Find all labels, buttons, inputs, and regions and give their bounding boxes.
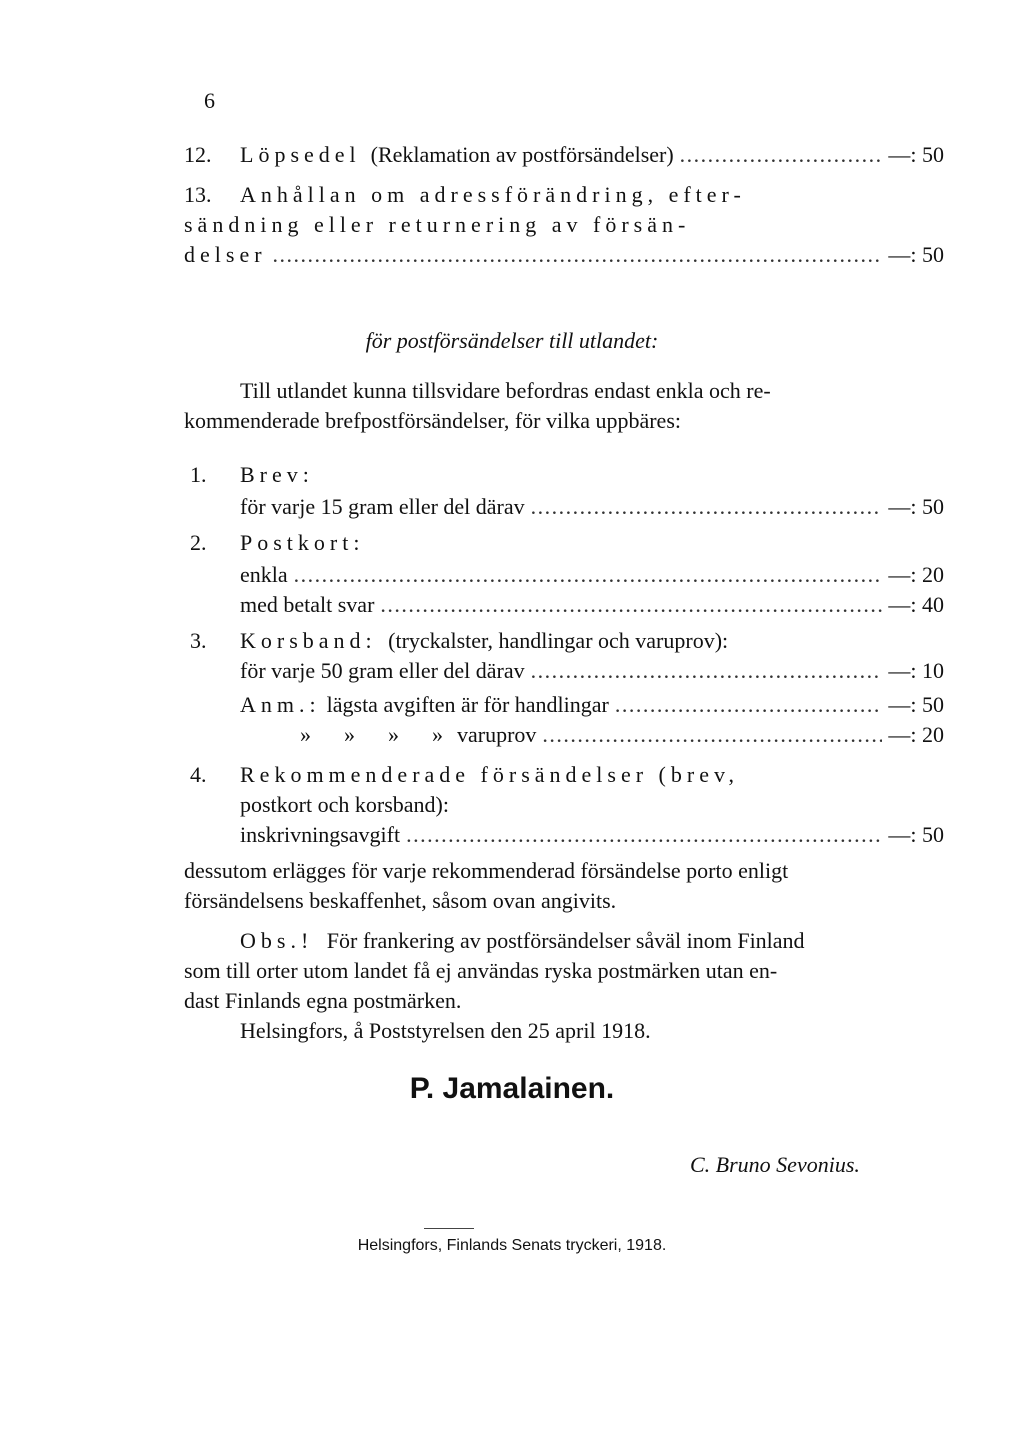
anm-label: Anm.: bbox=[240, 692, 321, 717]
dot-leader bbox=[380, 592, 882, 618]
obs-line3: dast Finlands egna postmärken. bbox=[184, 988, 462, 1013]
rate-label: varuprov bbox=[457, 722, 537, 747]
ditto-marks: » » » » bbox=[300, 722, 443, 747]
dot-leader bbox=[680, 142, 883, 168]
item-title: Korsband: bbox=[240, 628, 377, 653]
imprint-divider bbox=[424, 1228, 474, 1229]
item-13-line1: Anhållan om adressförändring, efter- bbox=[240, 182, 746, 207]
item-number: 2. bbox=[190, 530, 207, 555]
dot-leader bbox=[273, 242, 883, 268]
intro-line1: Till utlandet kunna tillsvidare befordras endast enkla och re- bbox=[240, 378, 771, 403]
rate-price: —: 20 bbox=[888, 722, 944, 747]
rate-label: inskrivningsavgift bbox=[240, 822, 401, 847]
anm-row bbox=[240, 692, 944, 718]
item-13-line2: sändning eller returnering av försän- bbox=[184, 212, 691, 237]
rate-price: —: 50 bbox=[888, 692, 944, 717]
postkort-row-svar bbox=[240, 592, 944, 618]
item-number: 3. bbox=[190, 628, 207, 653]
item-title: Löpsedel bbox=[240, 142, 361, 167]
rate-label: med betalt svar bbox=[240, 592, 375, 617]
obs-label: Obs.! bbox=[240, 928, 314, 953]
obs-line2: som till orter utom landet få ej användas ryska postmärken utan en- bbox=[184, 958, 778, 983]
dot-leader bbox=[531, 494, 883, 520]
postkort-row-enkla bbox=[240, 562, 944, 588]
page-number: 6 bbox=[204, 88, 215, 113]
varuprov-row bbox=[300, 722, 944, 748]
rate-price: —: 50 bbox=[888, 822, 944, 847]
rate-price: —: 50 bbox=[888, 494, 944, 519]
dot-leader bbox=[531, 658, 883, 684]
dot-leader bbox=[615, 692, 883, 718]
signature-main: P. Jamalainen. bbox=[409, 1072, 615, 1105]
rate-price: —: 20 bbox=[888, 562, 944, 587]
dot-leader bbox=[294, 562, 883, 588]
place-date: Helsingfors, å Poststyrelsen den 25 april 1918. bbox=[240, 1018, 651, 1043]
item-number: 1. bbox=[190, 462, 207, 487]
obs-text: För frankering av postförsändelser såväl inom Finland bbox=[326, 928, 805, 953]
inskrivning-row bbox=[240, 822, 944, 848]
item-price: —: 50 bbox=[888, 142, 944, 167]
anm-text: lägsta avgiften är för handlingar bbox=[326, 692, 609, 717]
item-number: 4. bbox=[190, 762, 207, 787]
imprint: Helsingfors, Finlands Senats tryckeri, 1918. bbox=[357, 1237, 667, 1254]
brev-row bbox=[240, 494, 944, 520]
signature-secondary: C. Bruno Sevonius. bbox=[690, 1152, 860, 1177]
item-12-row bbox=[184, 142, 944, 168]
intro-line2: kommenderade brefpostförsändelser, för vilka uppbäres: bbox=[184, 408, 681, 433]
item-4-line1: Rekommenderade försändelser (brev, bbox=[240, 762, 740, 787]
item-number: 13. bbox=[184, 182, 212, 207]
item-13-line3: delser bbox=[184, 242, 267, 267]
korsband-row bbox=[240, 658, 944, 684]
rate-price: —: 10 bbox=[888, 658, 944, 683]
rate-price: —: 40 bbox=[888, 592, 944, 617]
obs-line1 bbox=[240, 928, 805, 954]
dot-leader bbox=[406, 822, 882, 848]
dessutom-line2: försändelsens beskaffenhet, såsom ovan angivits. bbox=[184, 888, 617, 913]
rate-label: för varje 50 gram eller del därav bbox=[240, 658, 525, 683]
item-price: —: 50 bbox=[888, 242, 944, 267]
item-number: 12. bbox=[184, 142, 212, 167]
section-heading: för postförsändelser till utlandet: bbox=[365, 328, 659, 353]
rate-label: för varje 15 gram eller del därav bbox=[240, 494, 525, 519]
item-description: (Reklamation av postförsändelser) bbox=[370, 142, 674, 167]
rate-label: enkla bbox=[240, 562, 288, 587]
dessutom-line1: dessutom erlägges för varje rekommenderad försändelse porto enligt bbox=[184, 858, 789, 883]
korsband-heading bbox=[240, 628, 728, 654]
item-title: Postkort: bbox=[240, 530, 365, 555]
item-13-row bbox=[184, 242, 944, 268]
item-title: Brev: bbox=[240, 462, 314, 487]
item-description: (tryckalster, handlingar och varuprov): bbox=[388, 628, 729, 653]
item-4-line2: postkort och korsband): bbox=[240, 792, 449, 817]
dot-leader bbox=[542, 722, 882, 748]
